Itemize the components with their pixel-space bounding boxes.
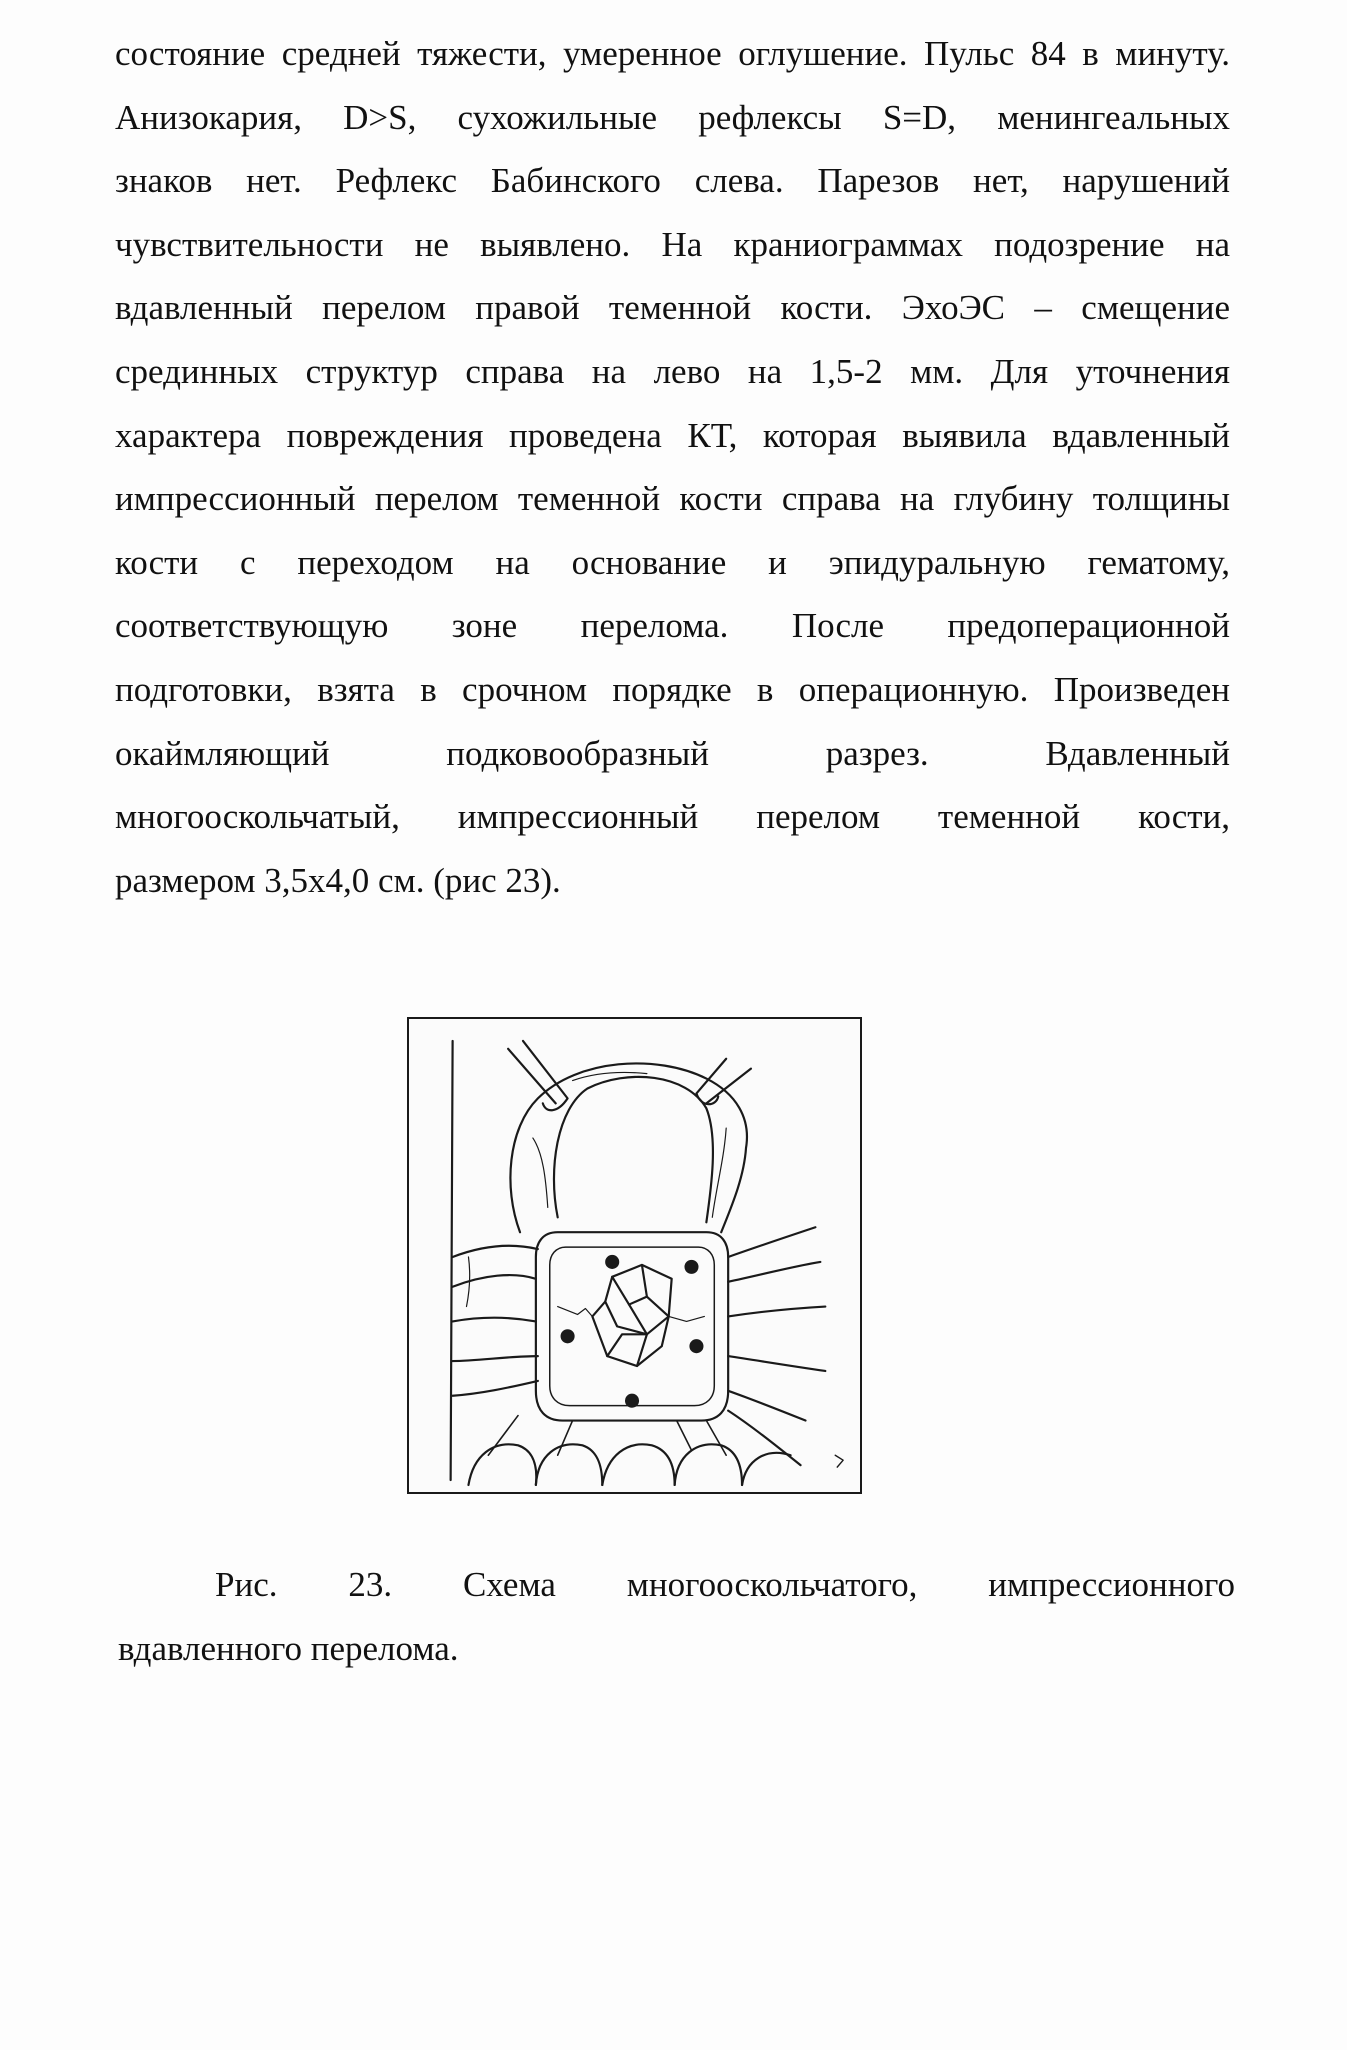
paragraph-line-13: многооскольчатый, импрессионный перелом теменной кости,: [115, 797, 1230, 837]
paragraph-line-4: чувствительности не выявлено. На краниограммах подозрение на: [115, 224, 1230, 264]
paragraph-line-12: окаймляющий подковообразный разрез. Вдавленный: [115, 733, 1230, 773]
paragraph-line-3: знаков нет. Рефлекс Бабинского слева. Парезов нет, нарушений: [115, 161, 1230, 201]
paragraph-line-9: кости с переходом на основание и эпидуральную гематому,: [115, 542, 1230, 582]
surgical-diagram-drawing: [409, 1019, 860, 1492]
paragraph: [115, 22, 1230, 912]
paragraph-line-7: характера повреждения проведена КТ, которая выявила вдавленный: [115, 415, 1230, 455]
paragraph-line-14: размером 3,5х4,0 см. (рис 23).: [115, 860, 561, 900]
paragraph-line-8: импрессионный перелом теменной кости справа на глубину толщины: [115, 479, 1230, 519]
figure-caption-line-1: Рис. 23. Схема многооскольчатого, импрессионного: [215, 1565, 1235, 1604]
paragraph-line-5: вдавленный перелом правой теменной кости. ЭхоЭС – смещение: [115, 288, 1230, 328]
figure-caption: [118, 1553, 1235, 1680]
paragraph-line-10: соответствующую зоне перелома. После предоперационной: [115, 606, 1230, 646]
paragraph-line-2: Анизокария, D>S, сухожильные рефлексы S=D, менингеальных: [115, 97, 1230, 137]
surgical-diagram-figure: [407, 1017, 862, 1494]
paragraph-line-1: состояние средней тяжести, умеренное оглушение. Пульс 84 в минуту.: [115, 34, 1230, 73]
paragraph-line-11: подготовки, взята в срочном порядке в операционную. Произведен: [115, 669, 1230, 709]
figure-caption-line-2: вдавленного перелома.: [118, 1628, 459, 1668]
paragraph-line-6: срединных структур справа на лево на 1,5-2 мм. Для уточнения: [115, 351, 1230, 391]
